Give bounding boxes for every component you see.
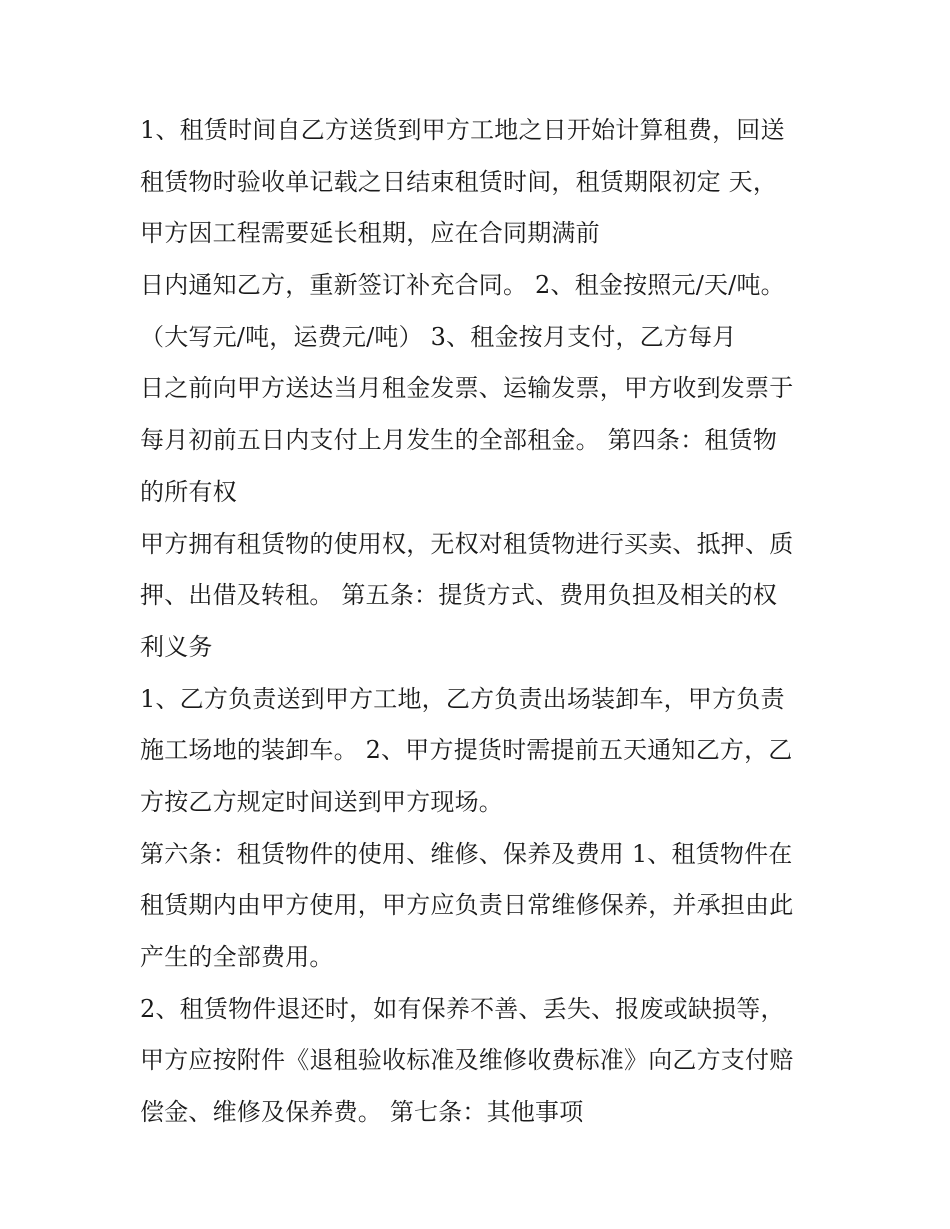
text-line: 偿金、维修及保养费。 第七条：其他事项 [140,1098,584,1127]
text-line: 日内通知乙方，重新签订补充合同。 2、租金按照元/天/吨。 [140,271,785,300]
text-line: 的所有权 [140,477,237,506]
text-line: 租赁物时验收单记载之日结束租赁时间，租赁期限初定 天， [140,167,778,196]
text-line: 1、租赁时间自乙方送货到甲方工地之日开始计算租费，回送 [140,116,785,144]
text-line: 施工场地的装卸车。 2、甲方提货时需提前五天通知乙方，乙 [140,736,793,765]
text-line: （大写元/吨，运费元/吨） 3、租金按月支付，乙方每月 [140,322,737,351]
document-body [140,105,840,1139]
text-line: 租赁期内由甲方使用，甲方应负责日常维修保养，并承担由此 [140,891,794,920]
text-line: 押、出借及转租。 第五条：提货方式、费用负担及相关的权 [140,581,778,610]
text-line: 1、乙方负责送到甲方工地，乙方负责出场装卸车，甲方负责 [140,684,785,713]
text-line: 甲方拥有租赁物的使用权，无权对租赁物进行买卖、抵押、质 [140,529,794,558]
text-line: 产生的全部费用。 [140,943,334,971]
text-line: 甲方应按附件《退租验收标准及维修收费标准》向乙方支付赔 [140,1046,794,1075]
text-line: 2、租赁物件退还时，如有保养不善、丢失、报废或缺损等， [140,994,785,1023]
text-line: 方按乙方规定时间送到甲方现场。 [140,787,503,816]
text-line: 第六条：租赁物件的使用、维修、保养及费用 1、租赁物件在 [140,839,793,868]
text-line: 日之前向甲方送达当月租金发票、运输发票，甲方收到发票于 [140,374,794,403]
text-line: 利义务 [140,632,213,661]
text-line: 每月初前五日内支付上月发生的全部租金。 第四条：租赁物 [140,426,778,455]
text-line: 甲方因工程需要延长租期，应在合同期满前 [140,219,600,248]
